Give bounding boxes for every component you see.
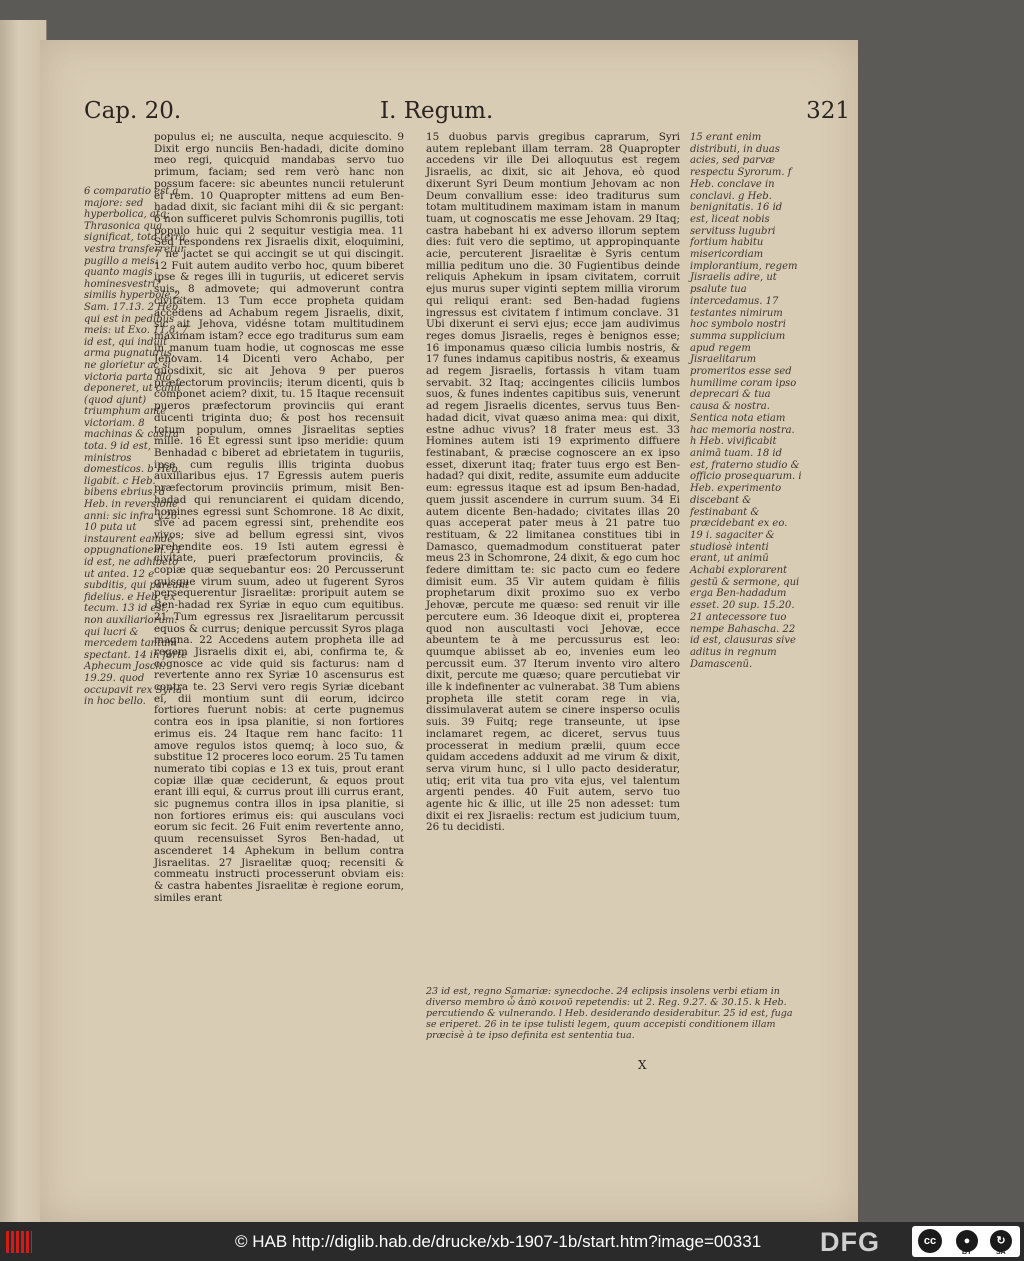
attribution-person-icon: ● bbox=[956, 1230, 978, 1252]
right-column-text: 15 duobus parvis gregibus caprarum, Syri autem replebant illam terram. 28 Quapropter accedens vir ille Dei alloquutus est regem Jisraelis, ac dixit, sic ait Jehova, eò quod dixerunt Syri Deum montium Jehovam ac non Deum convallium esse: ideo traditurus sum totam multitudinem maximam istam in manum tuam, ut cognoscatis me esse Jehovam. 29 Itaq; castra habebant hi ex adverso illorum septem dies: fuit vero die septimo, ut appropinquante acie, percuterent Jisraelitæ è Syris centum millia peditum uno die. 30 Fugientibus deinde reliquis Aphekum in ipsam civitatem, corruit ejus murus super viginti septem millia virorum qui reliqui erant: sed Ben-hadad fugiens ingressus est civitatem f intimum conclave. 31 Ubi dixerunt ei servi ejus; ecce jam audivimus reges domus Jisraelis, reges è benignos esse; 16 imponamus quæso cilicia lumbis nostris, & 17 funes indamus capitibus nostris, & exeamus ad regem Jisraelis, fortassis h vitam tuam servabit. 32 Itaq; accingentes ciliciis lumbos suos, & funes indentes capitibus suis, venerunt ad regem Jisraelis dicentes, servus tuus Ben-hadad dicit, vivat quæso anima mea: qui dixit, estne adhuc vivus? 18 frater meus est. 33 Homines autem isti 19 exprimento diffuere festinabant, & præcise cognoscere an ex ipso esset, dixerunt itaq; frater tuus ergo est Ben-hadad? qui dixit, redite, assumite eum adducite eum: egressus itaque est ad ipsum Ben-hadad, quem jussit ascendere in currum suum. 34 Ei autem dicente Ben-hadado; civitates illas 20 quas acceperat pater meus à 21 patre tuo restituam, & 22 limitanea constitues tibi in Damasco, quemadmodum constituerat pater meus 23 in Schomrone, 24 dixit, & ego cum hoc federe dimittam te: sic pacto cum eo federe dimisit eum. 35 Vir autem quidam è filiis prophetarum dixit proximo suo ex verbo Jehovæ, percute me quæso: sed renuit vir ille percutere eum. 36 Ideoque dixit ei, propterea quod non auscultasti voci Jehovæ, ecce abeuntem te à me percussurus est leo: quumque abiisset ab eo, invenies eum leo percussit eum. 37 Iterum invento viro altero dixit, percute me quæso; quare percutiebat vir ille k indefinenter ac vulnerabat. 38 Tum abiens propheta ille stetit coram rege in via, dissimulaverat autem se cinere insperso oculis suis. 39 Fuitq; rege transeunte, ut ipse inclamaret regem, ac diceret, servus tuus processerat in medium prælii, quum ecce quidam accedens adduxit ad me virum & dixit, serva virum hunc, si l ullo pacto desideratur, utiq; erit vita tua pro vita ejus, vel talentum argenti pendes. 40 Fuit autem, servo tuo agente hic & illic, ut ille 25 non adesset: tum dixit ei rex Jisraelis: rectum est judicium tuum, 26 tu decidisti. bbox=[426, 131, 680, 834]
running-header-title: I. Regum. bbox=[380, 98, 494, 124]
viewer-footer bbox=[0, 1222, 1024, 1261]
copyright-url[interactable]: © HAB http://diglib.hab.de/drucke/xb-1907-1b/start.htm?image=00331 bbox=[235, 1232, 762, 1251]
running-header-chapter: Cap. 20. bbox=[84, 98, 182, 124]
right-text-column bbox=[426, 132, 680, 834]
left-text-column bbox=[154, 132, 404, 904]
page-number: 321 bbox=[806, 98, 850, 124]
left-margin-notes: 6 comparatio est a majore: sed hyperbolica, atq; Thrasonica qua significat, tota terra vestra transferretur pugillo a meis: quanto magis hominesvestri? similis hyperbole 2. Sam. 17.13. 2 Heb. qui est in pedibus meis: ut Exo. 11.8. 7 id est, qui induit arma pugnaturus, ne glorietur ac si victoria parta illa deponeret, ut canit (quod ajunt) triumphum ante victoriam. 8 machinas & castra tota. 9 id est, ministros domesticos. b Heb. ligabit. c Heb. bibens ebrius. d Heb. in reversione anni: sic infra y.26. 10 puta ut instaurent eamde oppugnationem. 11 id est, ne adhibeto ut antea. 12 e subditis, qui pareant fidelius. e Heb. ex tecum. 13 id est, non auxiliariorum: qui lucri & mercedem tantum spectant. 14 in forte Aphecum Josch. 19.29. quod occupavit rex Syria in hoc bello. bbox=[84, 186, 189, 708]
menu-grip-icon[interactable] bbox=[6, 1231, 32, 1253]
book-page bbox=[40, 40, 858, 1222]
by-label: BY bbox=[962, 1249, 972, 1256]
signature-mark: X bbox=[638, 1058, 647, 1072]
sa-label: SA bbox=[996, 1249, 1006, 1256]
dfg-logo: DFG bbox=[820, 1227, 880, 1257]
footnotes: 23 id est, regno Samariæ: synecdoche. 24 eclipsis insolens verbi etiam in diverso membro ὦ ἀπὸ κοινοῦ repetendis: ut 2. Reg. 9.27. & 30.15. k Heb. percutiendo & vulnerando. l Heb. desiderando desiderabitur. 25 id est, fuga se eriperet. 26 in te ipse tulisti legem, quum accepisti conditionem illam præcisè à te ipso definita est sententia tua. bbox=[426, 986, 793, 1041]
right-margin-notes: 15 erant enim distributi, in duas acies, sed parvæ respectu Syrorum. f Heb. conclave in conclavi. g Heb. benignitatis. 16 id est, liceat nobis servituss lugubri fortium habitu misericordiam implorantium, regem Jisraelis adire, ut psalute tua intercedamus. 17 testantes nimirum hoc symbolo nostri summa supplicium apud regem Jisraelitarum promeritos esse sed humilime coram ipso deprecari & tua causa & nostra. Sentica nota etiam hac memoria nostra. h Heb. vivificabit animā tuam. 18 id est, fraterno studio & officio prosequarum. i Heb. experimento discebant & festinabant & præcidebant ex eo. 19 i. sagaciter & studiosè intenti erant, ut animū Achabi explorarent gestū & sermone, qui erga Ben-hadadum esset. 20 sup. 15.20. 21 antecessore tuo nempe Bahascha. 22 id est, clausuras sive aditus in regnum Damascenū. bbox=[690, 132, 802, 670]
left-column-text: populus ei; ne ausculta, neque acquiescito. 9 Dixit ergo nunciis Ben-hadadi, dicite domino meo regi, quicquid mandabas servo tuo primum, faciam; sed rem verò hanc non possum facere: sic abeuntes nuncii retulerunt ei rem. 10 Quapropter mittens ad eum Ben-hadad dixit, sic faciant mihi dii & sic pergant: 6 non sufficeret pulvis Schomronis pugillis, toti populo huic qui 2 sequitur vestigia mea. 11 Sed respondens rex Jisraelis dixit, eloquimini, 7 ne jactet se qui accingit se ut qui discingit. 12 Fuit autem audito verbo hoc, quum biberet ipse & reges illi in tuguriis, ut ediceret servis suis, 8 admovete; qui admoverunt contra civitatem. 13 Tum ecce propheta quidam accedens ad Achabum regem Jisraelis, dixit, sic ait Jehova, vidésne totam multitudinem maximam istam? ecce ego traditurus sum eam in manum tuam hodie, ut cognoscas me esse Jehovam. 14 Dicenti vero Achabo, per quosdixit, sic ait Jehova 9 per pueros præfectorum provinciis; iterum dicenti, quis b componet aciem? dixit, tu. 15 Itaque recensuit pueros præfectorum provinciis qui erant ducenti triginta duo; & post hos recensuit totum populum, omnes Jisraelitas septies mille. 16 Et egressi sunt ipso meridie: quum Benhadad c biberet ad ebrietatem in tuguriis, ipse cum regulis illis triginta duobus auxiliaribus ejus. 17 Egressis autem pueris præfectorum provinciis primum, misit Ben-hadad qui renunciarent ei quidam dicendo, homines egressi sunt Schomrone. 18 Ac dixit, sive ad pacem egressi sint, prehendite eos vivos; sive ad bellum egressi sint, vivos prehendite eos. 19 Isti autem egressi è civitate, pueri præfectorum provinciis, & copiæ quæ sequebantur eos: 20 Percusserunt quisque virum suum, adeo ut fugerent Syros persequerentur Jisraelitæ: proripuit autem se Ben-hadad rex Syriæ in equo cum equitibus. 21 Tum egressus rex Jisraelitarum percussit equos & currus; denique percussit Syros plaga magna. 22 Accedens autem propheta ille ad regem Jisraelis dixit ei, abi, confirma te, & cognosce ac vide quid sis facturus: nam d revertente anno rex Syriæ 10 ascensurus est contra te. 23 Servi vero regis Syriæ dicebant ei, dii montium sunt dii eorum, idcirco fortiores fuerunt nobis: at certe pugnemus contra eos in ipsa planitie, si non fortiores erimus eis. 24 Itaque rem hanc facito: 11 amove regulos istos quemq; à loco suo, & substitue 12 proceres loco eorum. 25 Tu tamen numerato tibi copias e 13 ex tuis, prout erant copiæ illæ quæ ceciderunt, & equos prout erant illi equi, & currus prout illi currus erant, sic pugnemus contra illos in ipsa planitie, si non fortiores erimus eis: qui ausculans voci eorum sic fecit. 26 Fuit enim revertente anno, quum recensuisset Syros Ben-hadad, ut ascenderet 14 Aphekum in bellum contra Jisraelitas. 27 Jisraelitæ quoq; recensiti & commeatu instructi processerunt obviam eis: & castra habentes Jisraelitæ è regione eorum, similes erant bbox=[154, 131, 404, 904]
share-alike-icon: ↻ bbox=[990, 1230, 1012, 1252]
cc-icon: cc bbox=[918, 1229, 942, 1253]
cc-license-badge[interactable] bbox=[912, 1226, 1020, 1257]
